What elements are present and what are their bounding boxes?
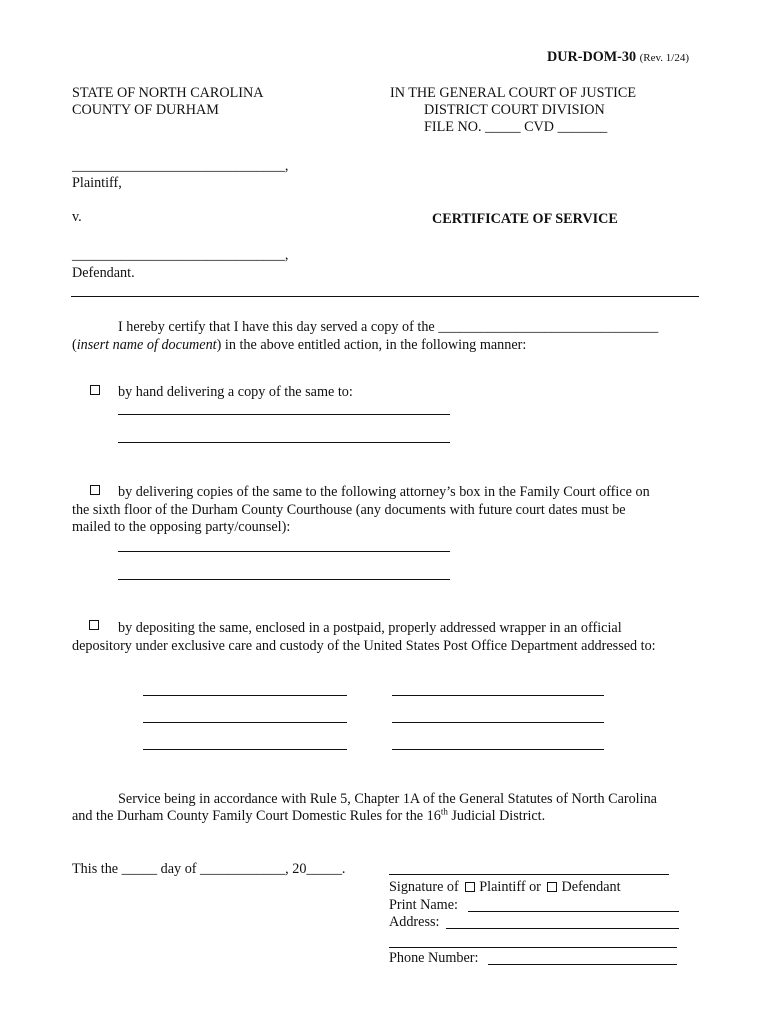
plaintiff-label: Plaintiff,: [72, 175, 122, 191]
attorney-box-line-3: mailed to the opposing party/counsel):: [72, 519, 291, 535]
rule-line-2-post: Judicial District.: [447, 808, 546, 824]
hand-delivery-checkbox[interactable]: [90, 385, 100, 395]
rule-line-2: [72, 807, 545, 825]
mail-option-line-1: by depositing the same, enclosed in a postpaid, properly addressed wrapper in an official: [118, 620, 622, 636]
mail-checkbox[interactable]: [89, 620, 99, 630]
mail-address-left-line-1[interactable]: [143, 695, 347, 696]
plaintiff-signature-checkbox[interactable]: [465, 882, 475, 892]
rule-line-1: Service being in accordance with Rule 5, Chapter 1A of the General Statutes of North Carolina: [118, 791, 657, 807]
caption-divider: [71, 296, 699, 297]
county-label: COUNTY OF DURHAM: [72, 102, 219, 118]
versus-label: v.: [72, 209, 82, 225]
phone-field[interactable]: [488, 964, 677, 965]
mail-address-left-line-3[interactable]: [143, 749, 347, 750]
signature-of-label: Signature of: [389, 879, 459, 895]
defendant-option-label: Defendant: [561, 879, 621, 895]
document-title: CERTIFICATE OF SERVICE: [432, 211, 618, 227]
mail-address-right-line-1[interactable]: [392, 695, 604, 696]
mail-address-right-line-3[interactable]: [392, 749, 604, 750]
attorney-box-line-1: by delivering copies of the same to the following attorney’s box in the Family Court office on: [118, 484, 650, 500]
print-name-field[interactable]: [468, 911, 679, 912]
form-revision: (Rev. 1/24): [639, 52, 689, 64]
defendant-label: Defendant.: [72, 265, 135, 281]
mail-address-left-line-2[interactable]: [143, 722, 347, 723]
phone-label: Phone Number:: [389, 950, 479, 966]
certify-line-2: (insert name of document) in the above entitled action, in the following manner:: [72, 337, 527, 353]
attorney-recipient-line-1[interactable]: [118, 551, 450, 552]
division-label: DISTRICT COURT DIVISION: [424, 102, 605, 118]
certify-line-2-text: ) in the above entitled action, in the following manner:: [216, 337, 527, 353]
date-field[interactable]: This the _____ day of ____________, 20_____.: [72, 861, 346, 877]
defendant-name-field[interactable]: ______________________________,: [72, 247, 289, 263]
hand-delivery-label: by hand delivering a copy of the same to:: [118, 384, 353, 400]
form-code: DUR-DOM-30: [547, 49, 637, 65]
address-field-line-1[interactable]: [446, 928, 679, 929]
attorney-box-checkbox[interactable]: [90, 485, 100, 495]
state-label: STATE OF NORTH CAROLINA: [72, 85, 264, 101]
rule-ordinal-suffix: th: [440, 806, 448, 817]
print-name-label: Print Name:: [389, 897, 458, 913]
plaintiff-name-field[interactable]: ______________________________,: [72, 158, 289, 174]
rule-line-2-pre: and the Durham County Family Court Domestic Rules for the 16: [72, 808, 441, 824]
address-field-line-2[interactable]: [389, 947, 677, 948]
mail-address-right-line-2[interactable]: [392, 722, 604, 723]
address-label: Address:: [389, 914, 440, 930]
document-name-hint: insert name of document: [76, 337, 217, 353]
attorney-box-line-2: the sixth floor of the Durham County Courthouse (any documents with future court dates must be: [72, 502, 626, 518]
file-number-field[interactable]: FILE NO. _____ CVD _______: [424, 119, 608, 135]
defendant-signature-checkbox[interactable]: [547, 882, 557, 892]
signature-line[interactable]: [389, 874, 669, 875]
mail-option-line-2: depository under exclusive care and custody of the United States Post Office Department addressed to:: [72, 638, 656, 654]
attorney-recipient-line-2[interactable]: [118, 579, 450, 580]
hand-recipient-line-2[interactable]: [118, 442, 450, 443]
signature-of-row: [389, 878, 621, 896]
certify-line-1: I hereby certify that I have this day served a copy of the _______________________________: [118, 319, 659, 335]
court-label: IN THE GENERAL COURT OF JUSTICE: [390, 85, 636, 101]
form-code-line: [547, 48, 689, 67]
plaintiff-option-label: Plaintiff or: [479, 879, 541, 895]
hand-recipient-line-1[interactable]: [118, 414, 450, 415]
